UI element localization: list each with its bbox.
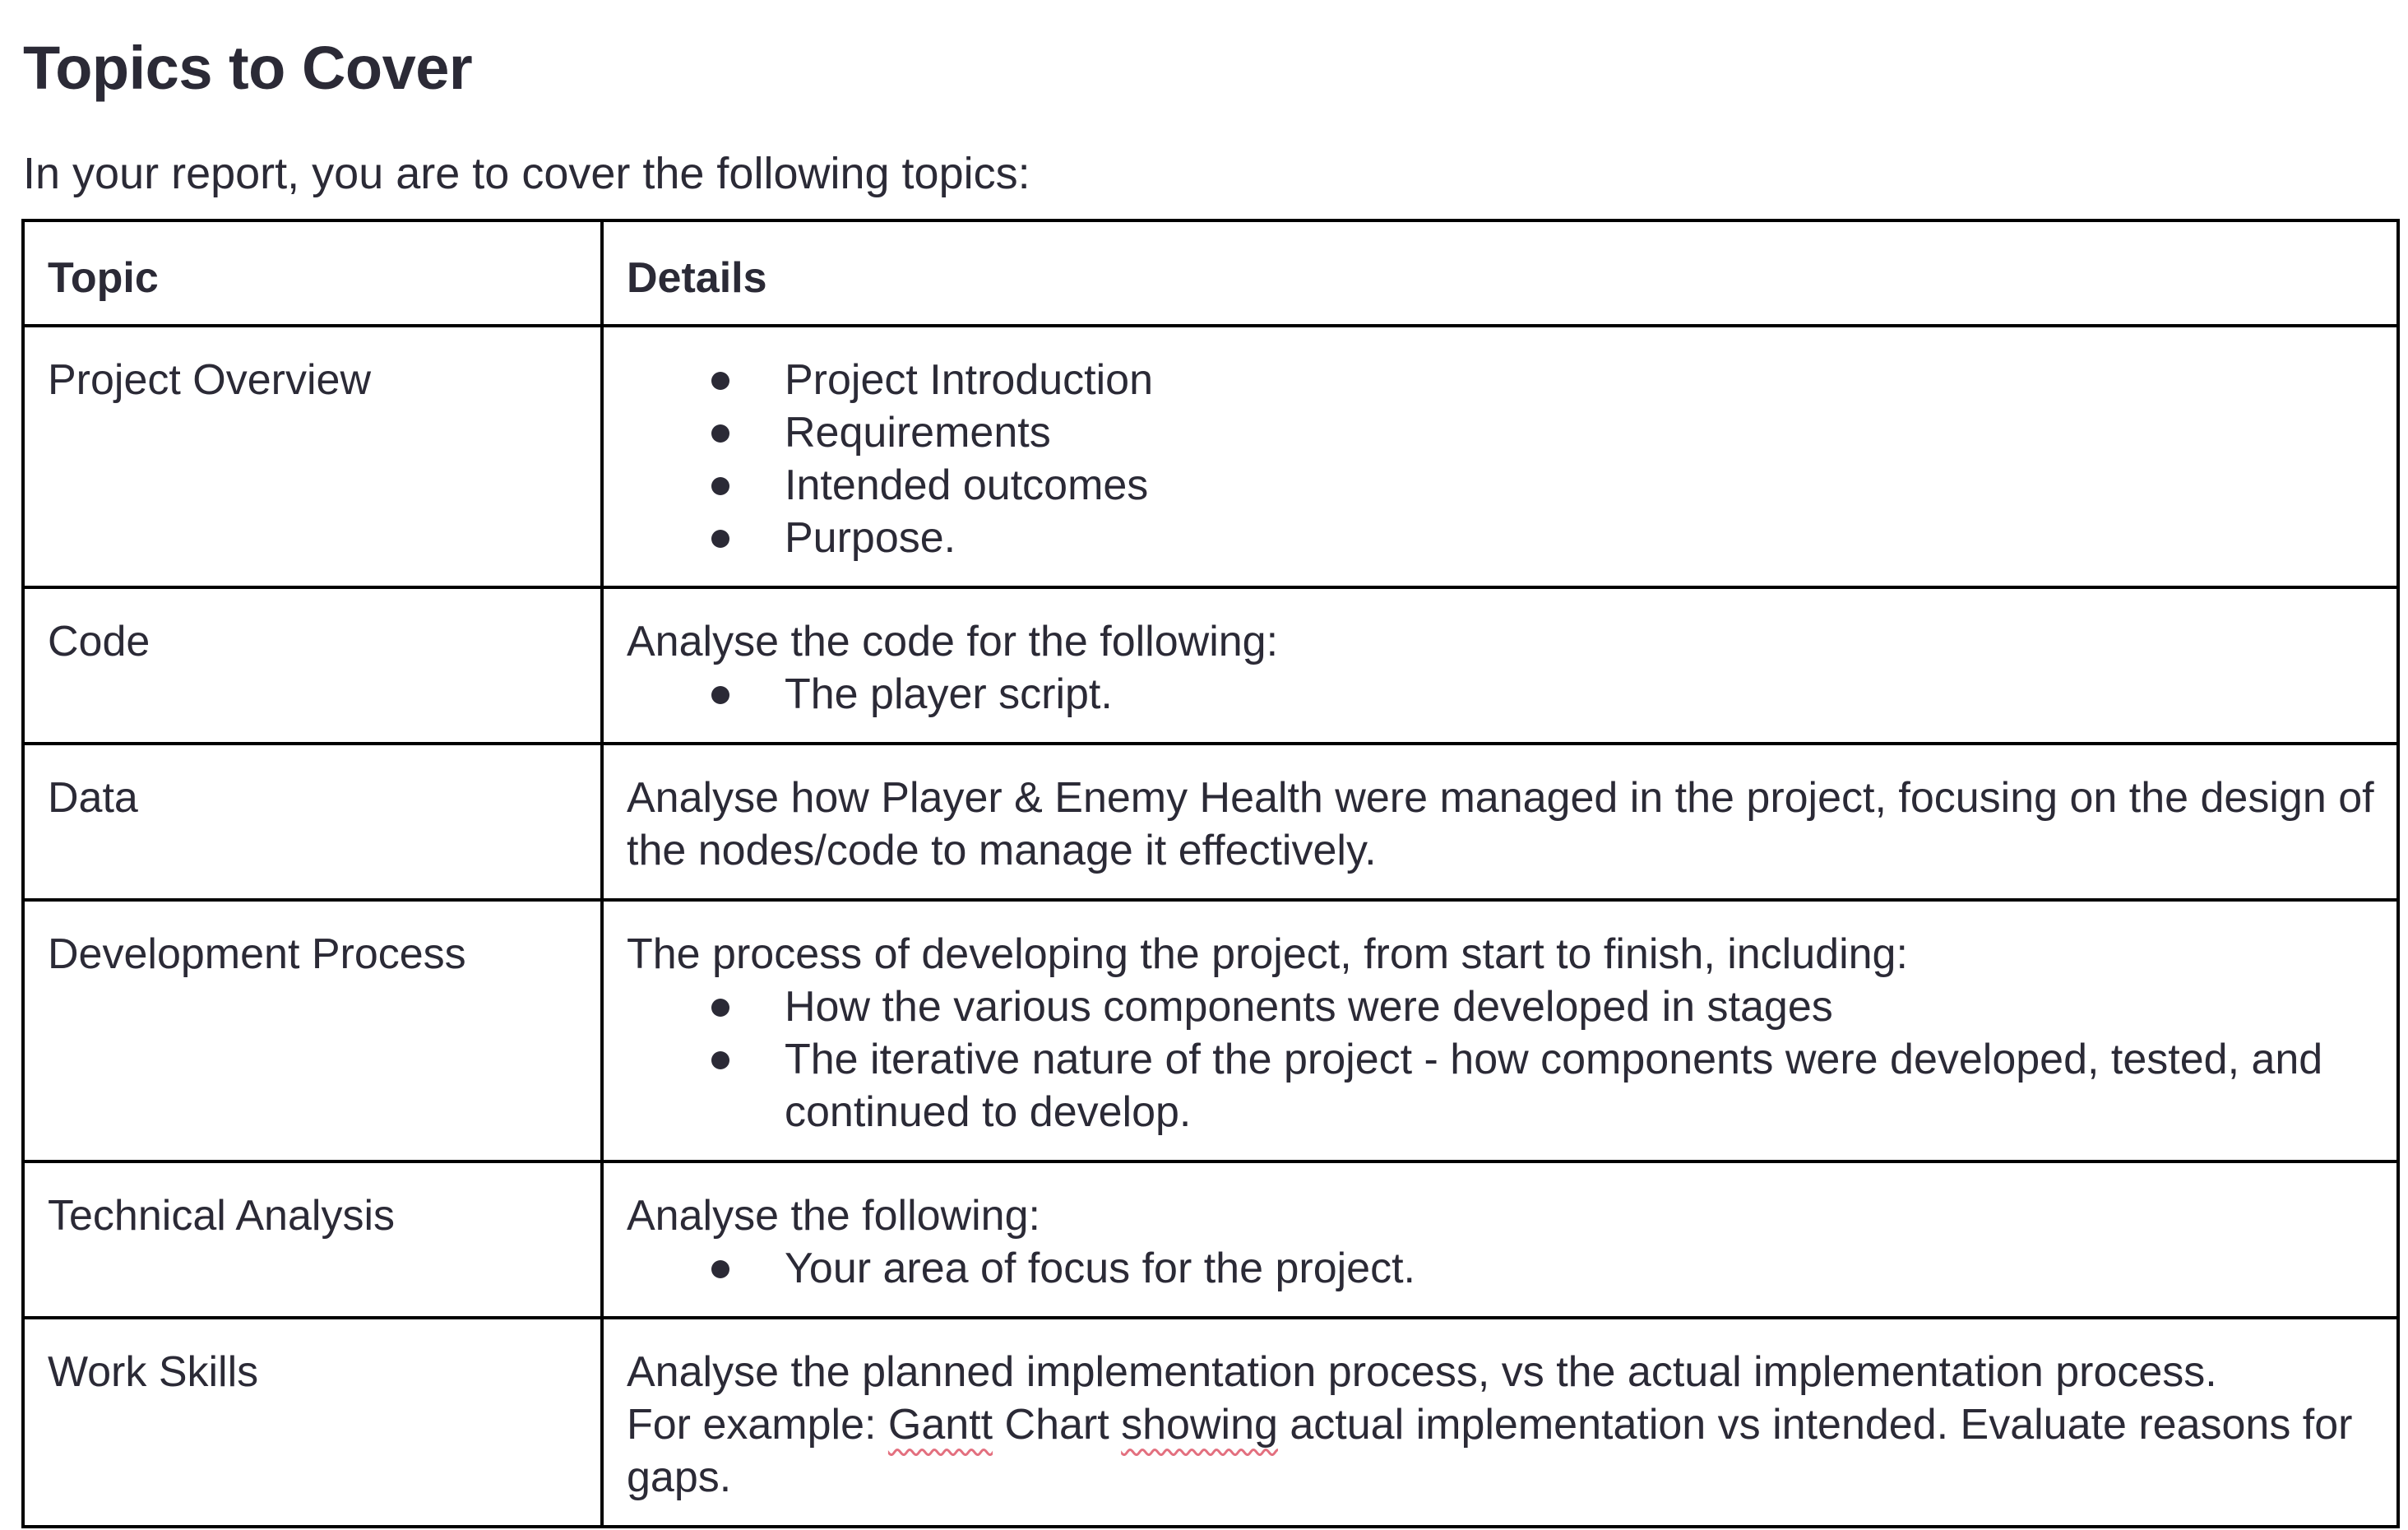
table-header-row [23, 220, 2398, 326]
topic-cell: Project Overview [23, 326, 602, 587]
bullet-list [627, 354, 2375, 564]
table-row [23, 1161, 2398, 1318]
header-details: Details [602, 220, 2398, 326]
list-item: Intended outcomes [627, 459, 2375, 512]
topic-cell: Work Skills [23, 1318, 602, 1527]
spellcheck-word-gantt[interactable]: Gantt [887, 1401, 993, 1449]
bullet-list [627, 1242, 2375, 1295]
details-lead: Analyse the planned implementation process, vs the actual implementation process. [627, 1348, 2217, 1396]
list-item: Purpose. [627, 512, 2375, 564]
topic-cell: Technical Analysis [23, 1161, 602, 1318]
details-cell [602, 587, 2398, 744]
topics-table [21, 219, 2400, 1528]
intro-text: In your report, you are to cover the following topics: [23, 149, 1030, 198]
table-row [23, 900, 2398, 1161]
bullet-list [627, 981, 2375, 1138]
list-item: How the various components were developed in stages [627, 981, 2375, 1033]
example-mid: Chart [993, 1401, 1122, 1449]
list-item: Requirements [627, 406, 2375, 459]
list-item: The player script. [627, 668, 2375, 721]
spellcheck-word-showing[interactable]: showing [1121, 1401, 1278, 1449]
list-item: The iterative nature of the project - how components were developed, tested, and continued to develop. [627, 1033, 2375, 1138]
table-row [23, 1318, 2398, 1527]
table-row [23, 587, 2398, 744]
details-example [627, 1398, 2375, 1504]
table-row [23, 744, 2398, 900]
page-title: Topics to Cover [23, 34, 473, 102]
topic-cell: Development Process [23, 900, 602, 1161]
list-item: Your area of focus for the project. [627, 1242, 2375, 1295]
example-suffix: actual implementation vs intended. Evaluate reasons for gaps. [627, 1401, 2353, 1501]
list-item: Project Introduction [627, 354, 2375, 406]
example-prefix: For example: [627, 1401, 888, 1449]
details-lead: Analyse how Player & Enemy Health were managed in the project, focusing on the design of the nodes/code to manage it effectively. [627, 774, 2374, 874]
bullet-list [627, 668, 2375, 721]
details-cell [602, 1161, 2398, 1318]
details-cell [602, 1318, 2398, 1527]
details-cell [602, 900, 2398, 1161]
details-cell [602, 744, 2398, 900]
topic-cell: Data [23, 744, 602, 900]
details-lead: Analyse the following: [627, 1192, 1040, 1240]
details-lead: Analyse the code for the following: [627, 618, 1279, 665]
details-lead: The process of developing the project, from start to finish, including: [627, 930, 1908, 978]
details-cell [602, 326, 2398, 587]
header-topic: Topic [23, 220, 602, 326]
topic-cell: Code [23, 587, 602, 744]
table-row [23, 326, 2398, 587]
